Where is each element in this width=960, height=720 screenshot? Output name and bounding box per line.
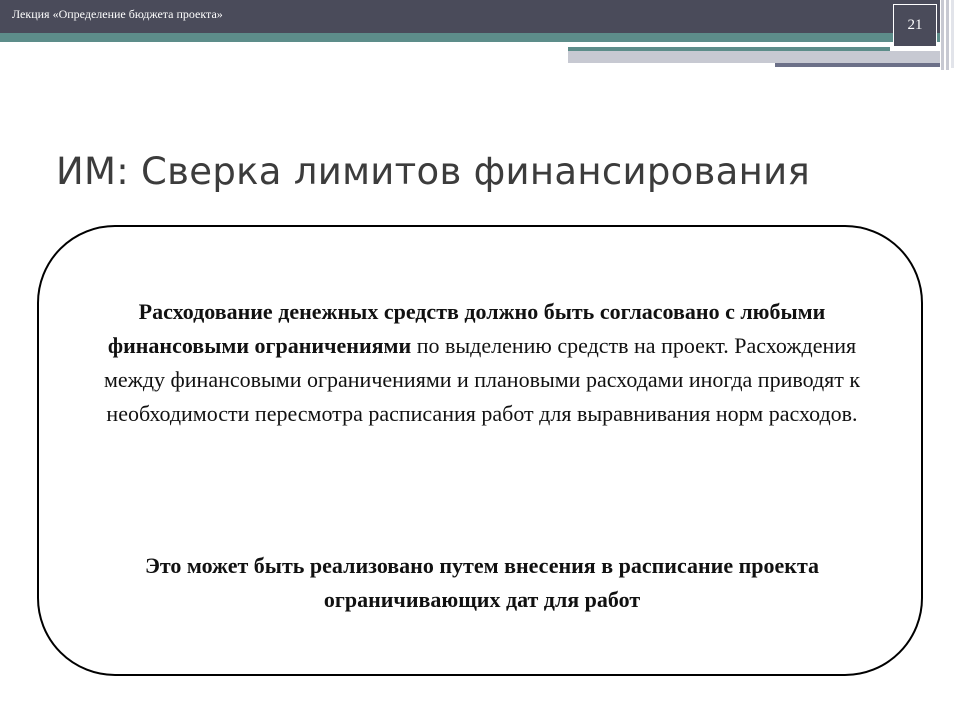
decorative-line	[775, 63, 940, 67]
slide-number: 21	[907, 17, 923, 33]
content-box	[37, 225, 923, 676]
paragraph-1-bold: Расходование денежных средств должно быть согласовано с любыми финансовыми ограничениями	[107, 299, 826, 358]
lecture-title: Лекция «Определение бюджета проекта»	[12, 7, 223, 21]
slide-title: ИМ: Сверка лимитов финансирования	[56, 150, 811, 193]
paragraph-1-normal: по выделению средств на проект. Расхождения между финансовыми ограничениями и плановыми расходами иногда приводят к необходимости пересмотра расписания работ для выравнивания норм расходов.	[103, 333, 861, 426]
decorative-vertical-line	[946, 0, 949, 70]
paragraph-1	[79, 295, 885, 431]
decorative-line	[568, 51, 940, 63]
decorative-vertical-line	[941, 0, 944, 70]
paragraph-2: Это может быть реализовано путем внесения в расписание проекта ограничивающих дат для работ	[144, 553, 820, 612]
slide-number-box	[893, 4, 937, 47]
decorative-vertical-line	[951, 0, 954, 68]
header-accent-stripe	[0, 33, 940, 42]
